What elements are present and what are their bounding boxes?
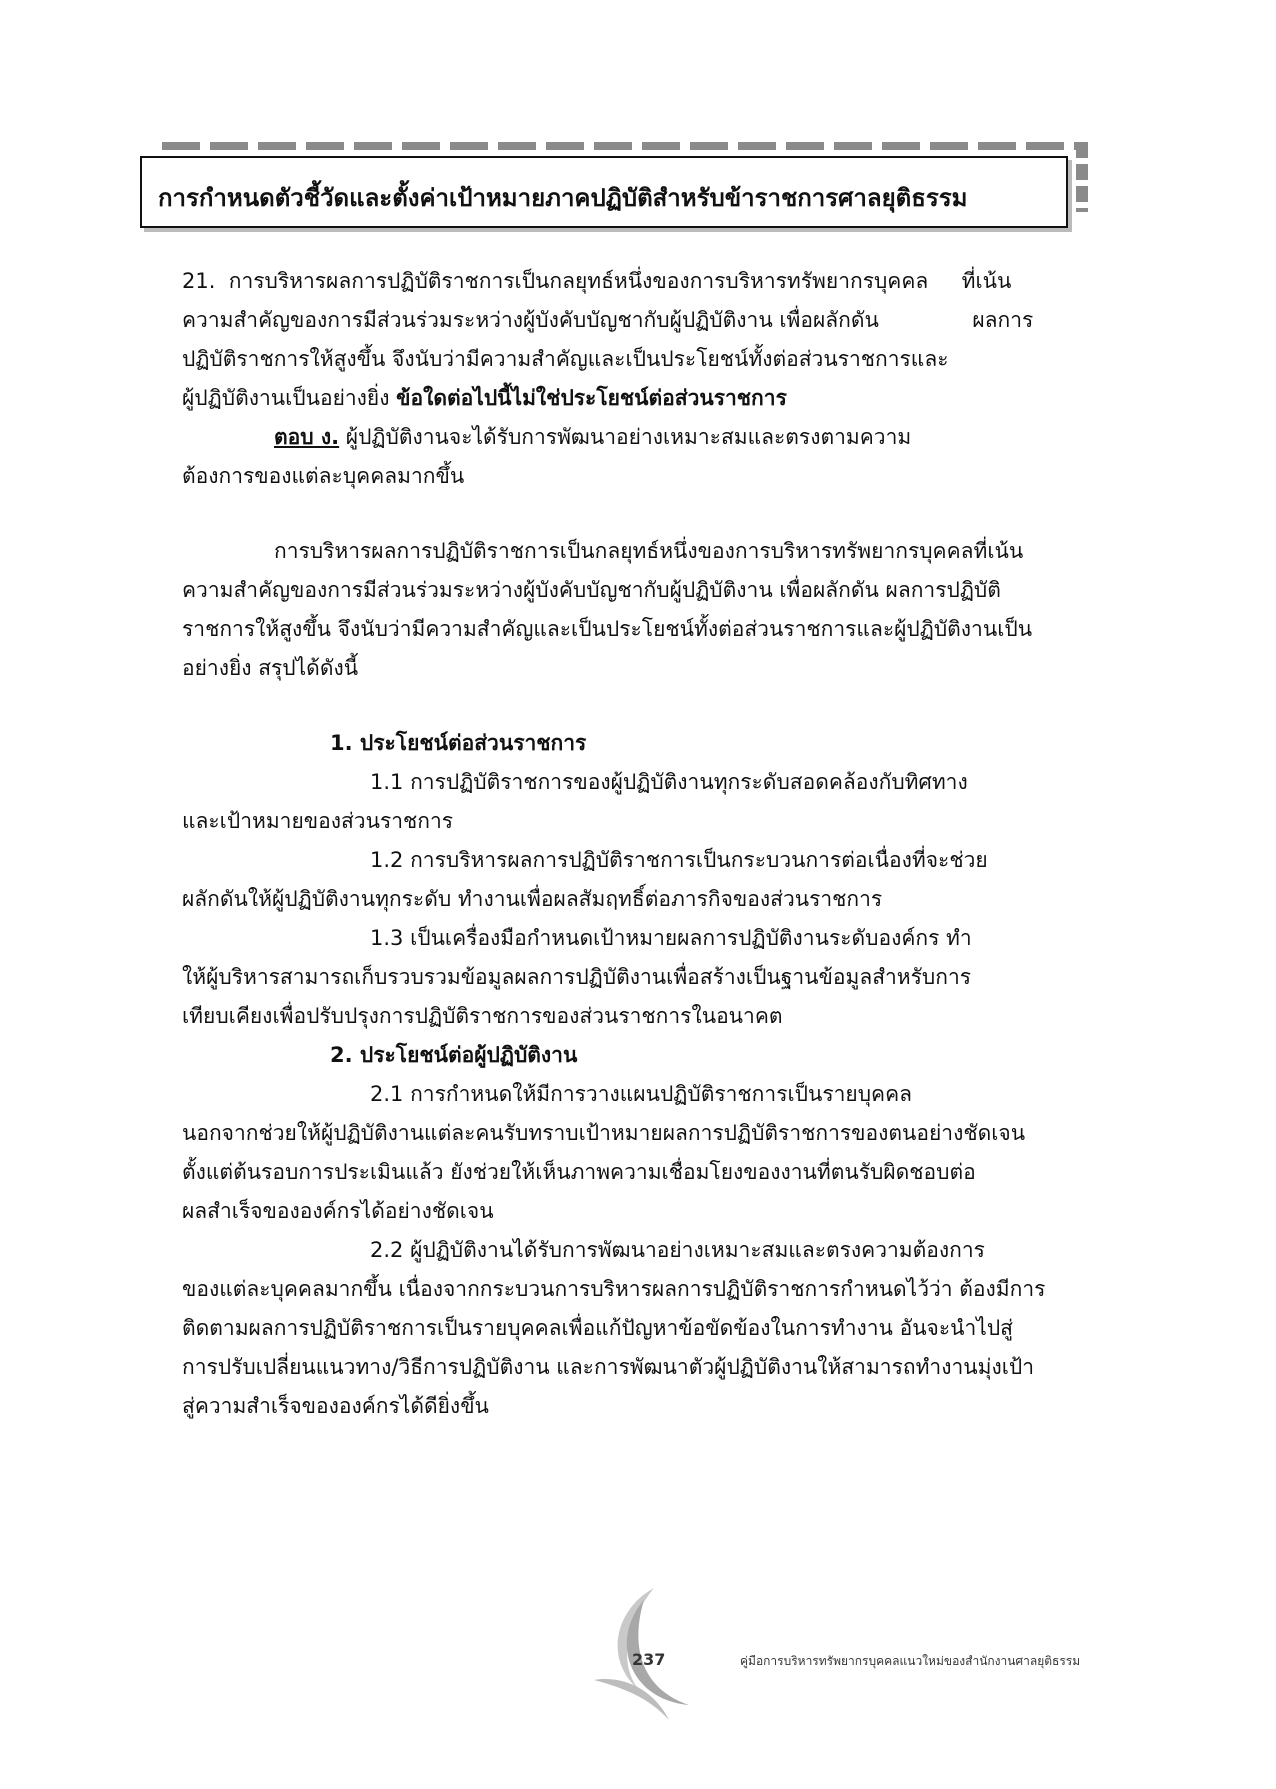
- document-body: [182, 262, 1124, 1426]
- answer-label: ตอบ ง.: [274, 425, 340, 449]
- spacer: [182, 496, 1124, 532]
- question-emphasis: ข้อใดต่อไปนี้ไม่ใช่ประโยชน์ต่อส่วนราชการ: [396, 386, 787, 410]
- list-item-line: ตั้งแต่ต้นรอบการประเมินแล้ว ยังช่วยให้เห็นภาพความเชื่อมโยงของงานที่ตนรับผิดชอบต่อ: [182, 1160, 976, 1184]
- list-item-line: การปรับเปลี่ยนแนวทาง/วิธีการปฏิบัติงาน และการพัฒนาตัวผู้ปฏิบัติงานให้สามารถทำงานมุ่งเป้า: [182, 1355, 1035, 1379]
- list-item-line: ผลักดันให้ผู้ปฏิบัติงานทุกระดับ ทำงานเพื่อผลสัมฤทธิ์ต่อภารกิจของส่วนราชการ: [182, 887, 883, 911]
- banner-dashed-border: [162, 142, 1088, 150]
- list-item-line: 2.1 การกำหนดให้มีการวางแผนปฏิบัติราชการเป็นรายบุคคล: [370, 1082, 913, 1106]
- list-item-line: เทียบเคียงเพื่อปรับปรุงการปฏิบัติราชการของส่วนราชการในอนาคต: [182, 1004, 783, 1028]
- paragraph-line: ราชการให้สูงขึ้น จึงนับว่ามีความสำคัญและเป็นประโยชน์ทั้งต่อส่วนราชการและผู้ปฏิบัติงานเป็น: [182, 617, 1033, 641]
- page-number: 237: [632, 1650, 666, 1669]
- paragraph-line: การบริหารผลการปฏิบัติราชการเป็นกลยุทธ์หนึ่งของการบริหารทรัพยากรบุคคลที่เน้น: [274, 539, 1024, 563]
- question-text: ผู้ปฏิบัติงานเป็นอย่างยิ่ง: [182, 386, 397, 410]
- section-heading: 2. ประโยชน์ต่อผู้ปฏิบัติงาน: [330, 1043, 578, 1067]
- paragraph-line: อย่างยิ่ง สรุปได้ดังนี้: [182, 656, 359, 680]
- list-item-line: ให้ผู้บริหารสามารถเก็บรวบรวมข้อมูลผลการปฏิบัติงานเพื่อสร้างเป็นฐานข้อมูลสำหรับการ: [182, 965, 972, 989]
- question-block: [182, 262, 1124, 418]
- answer-line: ต้องการของแต่ละบุคคลมากขึ้น: [182, 464, 465, 488]
- list-item-line: และเป้าหมายของส่วนราชการ: [182, 809, 454, 833]
- paragraph-line: ความสำคัญของการมีส่วนร่วมระหว่างผู้บังคับบัญชากับผู้ปฏิบัติงาน เพื่อผลักดัน ผลการปฏิบัติ: [182, 578, 1001, 602]
- footer-book-title: คู่มือการบริหารทรัพยากรบุคคลแนวใหม่ของสำนักงานศาลยุติธรรม: [740, 1654, 1081, 1668]
- question-line: ปฏิบัติราชการให้สูงขึ้น จึงนับว่ามีความสำคัญและเป็นประโยชน์ทั้งต่อส่วนราชการและ: [182, 347, 949, 371]
- list-item-line: 1.3 เป็นเครื่องมือกำหนดเป้าหมายผลการปฏิบัติงานระดับองค์กร ทำ: [370, 926, 972, 950]
- list-item-line: 2.2 ผู้ปฏิบัติงานได้รับการพัฒนาอย่างเหมาะสมและตรงความต้องการ: [370, 1238, 985, 1262]
- intro-paragraph: [182, 532, 1124, 688]
- list-item-line: 1.2 การบริหารผลการปฏิบัติราชการเป็นกระบวนการต่อเนื่องที่จะช่วย: [370, 848, 988, 872]
- banner-box: [140, 156, 1068, 228]
- list-item-line: สู่ความสำเร็จขององค์กรได้ดียิ่งขึ้น: [182, 1394, 489, 1418]
- question-line: [182, 379, 1124, 418]
- section-2: [182, 1036, 1124, 1426]
- spacer: [182, 688, 1124, 724]
- list-item-line: ผลสำเร็จขององค์กรได้อย่างชัดเจน: [182, 1199, 494, 1223]
- question-line: 21. การบริหารผลการปฏิบัติราชการเป็นกลยุทธ์หนึ่งของการบริหารทรัพยากรบุคคล ที่เน้น: [182, 269, 1012, 293]
- answer-line: [182, 418, 1124, 457]
- header-banner: [140, 142, 1088, 236]
- section-heading: 1. ประโยชน์ต่อส่วนราชการ: [330, 731, 587, 755]
- answer-text: ผู้ปฏิบัติงานจะได้รับการพัฒนาอย่างเหมาะสมและตรงตามความ: [339, 425, 912, 449]
- list-item-line: ติดตามผลการปฏิบัติราชการเป็นรายบุคคลเพื่อแก้ปัญหาข้อขัดข้องในการทำงาน อันจะนำไปสู่: [182, 1316, 1013, 1340]
- banner-dashed-side: [1076, 142, 1088, 212]
- list-item-line: ของแต่ละบุคคลมากขึ้น เนื่องจากกระบวนการบริหารผลการปฏิบัติราชการกำหนดไว้ว่า ต้องมีการ: [182, 1277, 1046, 1301]
- question-line: ความสำคัญของการมีส่วนร่วมระหว่างผู้บังคับบัญชากับผู้ปฏิบัติงาน เพื่อผลักดัน ผลการ: [182, 308, 1034, 332]
- section-1: [182, 724, 1124, 1036]
- list-item-line: นอกจากช่วยให้ผู้ปฏิบัติงานแต่ละคนรับทราบเป้าหมายผลการปฏิบัติราชการของตนอย่างชัดเจน: [182, 1121, 1026, 1145]
- answer-block: [182, 418, 1124, 496]
- list-item-line: 1.1 การปฏิบัติราชการของผู้ปฏิบัติงานทุกระดับสอดคล้องกับทิศทาง: [370, 770, 968, 794]
- page-title: การกำหนดตัวชี้วัดและตั้งค่าเป้าหมายภาคปฏิบัติสำหรับข้าราชการศาลยุติธรรม: [158, 184, 968, 212]
